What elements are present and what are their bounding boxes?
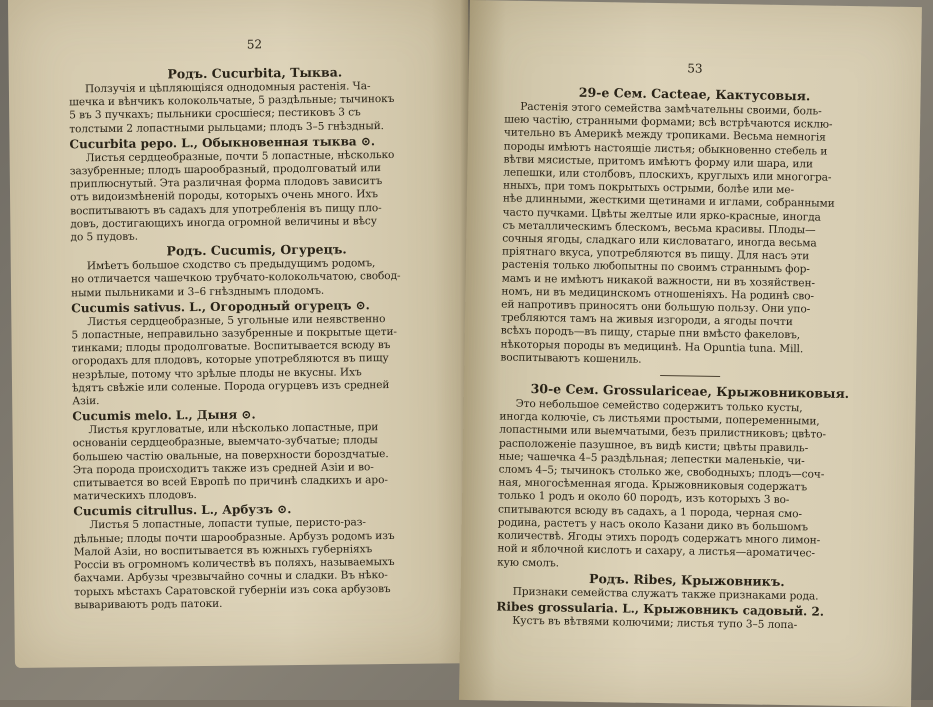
text-line: зазубренные; плодъ шарообразный, продолговатый или	[69, 162, 381, 178]
text-line: Признаки семейства служатъ также признаками рода.	[512, 585, 819, 603]
text-line: нѣе длинными, жесткими щетинами и иглами, собранными	[502, 192, 835, 211]
text-line: кую смолъ.	[497, 555, 560, 569]
text-line: тинками; плоды продолговатые. Воспитывается всюду въ	[71, 339, 391, 355]
page-number: 52	[246, 37, 263, 52]
section-heading: 30-е Сем. Grossulariceae, Крыжовниковыя.	[530, 381, 850, 402]
species-heading: Cucumis sativus. L., Огородный огурецъ ⊙.	[71, 298, 370, 316]
text-line: Это небольшое семейство содержитъ только кусты,	[515, 397, 803, 415]
species-heading: Cucumis melo. L., Дыня ⊙.	[72, 407, 256, 424]
section-heading: Родъ. Ribes, Крыжовникъ.	[589, 570, 785, 589]
text-line: ѣдятъ свѣжіе или соленые. Порода огурцевъ изъ средней	[72, 378, 390, 395]
text-line: требляются тамъ на живыя изгороди, а ягоды почти	[500, 311, 793, 329]
text-line: всѣхъ породъ—въ пищу, старые пни вмѣсто факеловъ,	[500, 324, 801, 342]
left-page-text	[69, 63, 447, 612]
text-line: спитываются всюду въ садахъ, а 1 порода, черная смо-	[497, 503, 802, 520]
text-line: Эта порода происходитъ также изъ средней Азіи и во-	[72, 461, 374, 477]
right-page-text	[496, 83, 885, 634]
species-heading: Cucurbita pepo. L., Обыкновенная тыква ⊙.	[69, 133, 376, 152]
text-line: отъ видоизмѣненій породы, которыхъ очень много. Ихъ	[70, 188, 378, 204]
section-heading: Родъ. Cucumis, Огурецъ.	[166, 241, 347, 259]
text-line: воспитываютъ въ садахъ для употребленія въ пищу пло-	[70, 201, 382, 217]
text-line: вывариваютъ родъ патоки.	[74, 597, 223, 612]
text-line: чительно въ Америкѣ между тропиками. Весьма немногія	[503, 126, 826, 145]
text-line: огородахъ для плодовъ, которые употребляются въ пищу	[71, 352, 389, 368]
text-line: дѣльные; плоды почти шарообразные. Арбузъ родомъ изъ	[73, 529, 395, 546]
text-line: шею частію, странными формами; всѣ встрѣчаются исклю-	[504, 113, 833, 131]
text-line: вѣтви мясистые, притомъ имѣютъ форму или шара, или	[503, 153, 814, 171]
text-line: до 5 пудовъ.	[70, 230, 139, 244]
text-line: количествѣ. Ягоды этихъ породъ содержатъ много лимон-	[497, 529, 821, 547]
text-line: ной и яблочной кислотъ и сахару, а листья—ароматичес-	[497, 542, 815, 560]
text-line: сочныя ягоды, сладкаго или кисловатаго, иногда весьма	[502, 232, 817, 250]
text-line: мамъ и не имѣютъ никакой важности, ни въ хозяйствен-	[501, 272, 816, 290]
text-line: родина, растетъ у насъ около Казани дико въ большомъ	[497, 516, 809, 534]
text-line: ными пыльниками и 3–6 гнѣзднымъ плодомъ.	[71, 284, 325, 299]
text-line: 5 въ 3 пучкахъ; пыльники сросшіеся; пестиковъ 3 съ	[69, 106, 361, 122]
page-number: 53	[687, 61, 703, 76]
section-divider	[660, 375, 720, 377]
text-line: нныхъ, при томъ покрытыхъ острыми, болѣе или ме-	[502, 179, 795, 197]
text-line: номъ, ни въ медицинскомъ отношеніяхъ. На родинѣ сво-	[501, 285, 815, 303]
text-line: основаніи сердцеобразные, выемчато-зубчатые; плоды	[72, 434, 378, 450]
text-line: Листья кругловатые, или нѣсколько лопастные, при	[88, 421, 379, 437]
text-line: Ползучія и цѣпляющіяся однодомныя растенія. Ча-	[84, 80, 371, 96]
text-line: торыхъ мѣстахъ Саратовской губерніи изъ сока арбузовъ	[74, 582, 391, 598]
text-line: расположеніе пазушное, въ видѣ кисти; цвѣты правиль-	[498, 437, 809, 455]
text-line: лепешки, или столбовъ, плоскихъ, круглыхъ или многогра-	[503, 166, 832, 184]
section-heading: 29-е Сем. Cacteae, Кактусовыя.	[578, 84, 811, 104]
text-line: матическихъ плодовъ.	[73, 489, 197, 503]
text-line: но отличается чашечкою трубчато-колокольчатою, свобод-	[70, 270, 401, 286]
text-line: Листья сердцеобразные, 5 угольные или неявственно	[87, 312, 386, 329]
text-line: Растенія этого семейства замѣчательны своими, боль-	[520, 100, 822, 118]
text-line: Азіи.	[72, 395, 100, 408]
left-page	[8, 0, 475, 668]
species-heading: Cucumis citrullus. L., Арбузъ ⊙.	[73, 502, 292, 519]
text-line: бахчами. Арбузы чрезвычайно сочны и сладки. Въ нѣко-	[74, 569, 388, 585]
text-line: приплюснутый. Эта различная форма плодовъ зависитъ	[69, 175, 383, 191]
text-line: Листья 5 лопастные, лопасти тупые, перисто-раз-	[89, 516, 366, 532]
left-page-content	[68, 35, 446, 612]
text-line: нѣкоторыя породы въ медицинѣ. На Opuntia tuna. Mill.	[500, 338, 804, 355]
species-heading: Ribes grossularia. L., Крыжовникъ садовый. 2.	[496, 599, 825, 619]
text-line: часто пучками. Цвѣты желтые или ярко-красные, иногда	[502, 206, 821, 224]
text-line: только 1 родъ и около 60 породъ, изъ которыхъ 3 во-	[498, 489, 790, 507]
text-line: Малой Азіи, но воспитывается въ южныхъ губерніяхъ	[73, 543, 373, 559]
text-line: довъ, достигающихъ иногда огромной величины и вѣсу	[70, 214, 377, 231]
text-line: Имѣетъ большое сходство съ предыдущимъ родомъ,	[86, 257, 376, 273]
text-line: Листья сердцеобразные, почти 5 лопастные, нѣсколько	[85, 148, 395, 165]
open-book	[8, 0, 928, 700]
text-line: породы имѣютъ настоящіе листья; обыкновенно стебель и	[503, 140, 828, 158]
text-line: незрѣлые, потому что зрѣлые плоды не вкусны. Ихъ	[71, 365, 362, 382]
text-line: Россіи въ огромномъ количествѣ въ поляхъ, называемыхъ	[73, 556, 395, 572]
text-line: лопастными или выемчатыми, безъ прилистниковъ; цвѣто-	[499, 423, 826, 442]
text-line: сломъ 4–5; тычинокъ столько же, свободныхъ; плодъ—соч-	[498, 463, 825, 481]
text-line: толстыми 2 лопастными рыльцами; плодъ 3–5 гнѣздный.	[69, 119, 384, 135]
text-line: иногда колючіе, съ листьями простыми, попеременными,	[499, 410, 820, 428]
right-page-content	[496, 59, 885, 634]
text-line: съ металлическимъ блескомъ, весьма красивы. Плоды—	[502, 219, 816, 237]
text-line: большею частію овальные, на поверхности бороздчатые.	[72, 447, 389, 464]
text-line: растенія только любопытны по своимъ страннымъ фор-	[501, 258, 810, 276]
text-line: ные; чашечка 4–5 раздѣльная; лепестки маленькіе, чи-	[498, 450, 805, 468]
text-line: пріятнаго вкуса, употребляются въ пищу. Для насъ эти	[501, 245, 810, 263]
text-line: шечка и вѣнчикъ колокольчатые, 5 раздѣльные; тычинокъ	[69, 93, 395, 109]
text-line: воспитываютъ кошениль.	[500, 351, 642, 366]
text-line: ей напротивъ приносятъ они большую пользу. Они упо-	[501, 298, 811, 316]
right-page	[459, 0, 922, 707]
text-line: ная, многосѣменная ягода. Крыжовниковыя содержатъ	[498, 476, 808, 494]
section-heading: Родъ. Cucurbita, Тыква.	[167, 64, 343, 82]
text-line: спитывается во всей Европѣ по причинѣ сладкихъ и аро-	[73, 474, 388, 490]
text-line: 5 лопастные, неправильно зазубренные и покрытые щети-	[71, 325, 397, 342]
text-line: Кустъ въ вѣтвями колючими; листья тупо 3–5 лопа-	[512, 614, 798, 632]
